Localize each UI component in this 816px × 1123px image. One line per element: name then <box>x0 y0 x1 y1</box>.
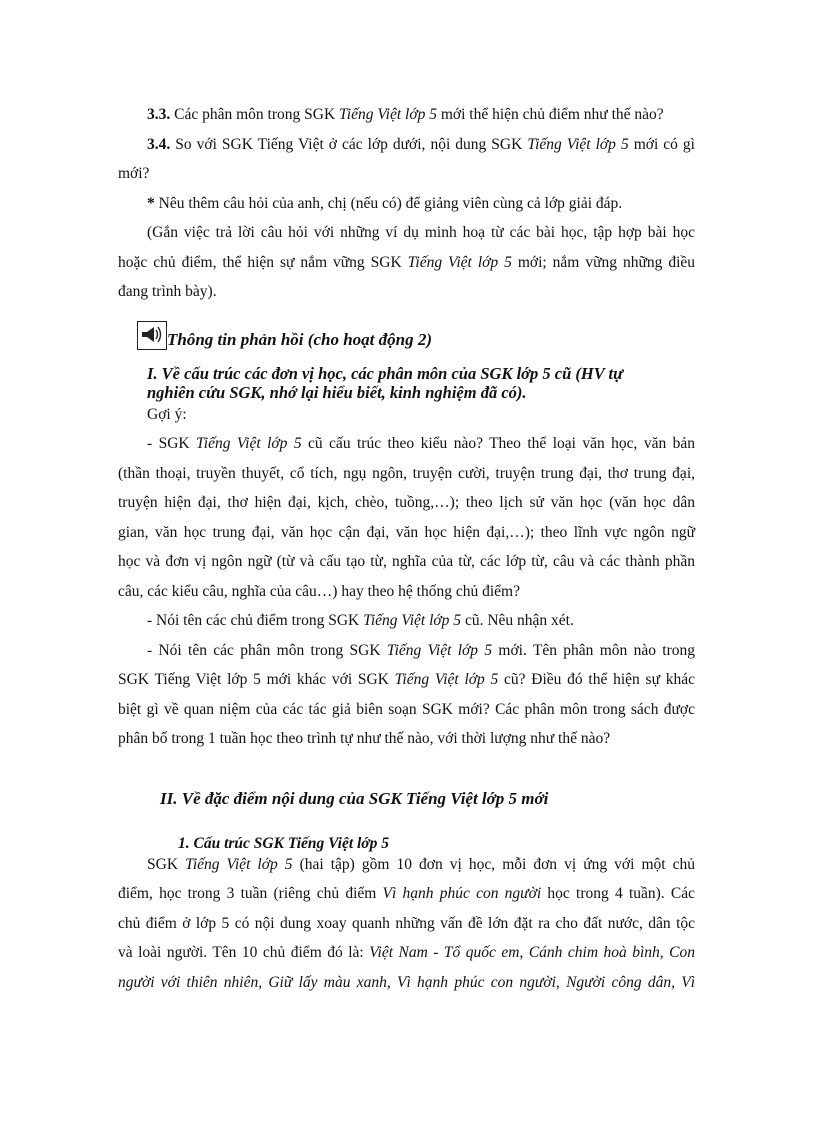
paragraph-line: câu, các kiểu câu, nghĩa của câu…) hay theo hệ thống chủ điểm? <box>118 583 520 600</box>
paragraph-line: - Nói tên các chủ điểm trong SGK Tiếng Việt lớp 5 cũ. Nêu nhận xét. <box>147 612 574 629</box>
instruction-line: (Gắn việc trả lời câu hỏi với những ví dụ minh hoạ từ các bài học, tập hợp bài học <box>147 224 695 241</box>
instruction-line: hoặc chủ điểm, thể hiện sự nắm vững SGK Tiếng Việt lớp 5 mới; nắm vững những điều <box>118 254 696 271</box>
megaphone-icon-graphic <box>138 322 165 348</box>
paragraph-line: phân bố trong 1 tuần học theo trình tự như thế nào, với thời lượng như thế nào? <box>118 730 611 747</box>
section-2-heading: II. Về đặc điểm nội dung của SGK Tiếng Việt lớp 5 mới <box>160 789 549 808</box>
paragraph-line: SGK Tiếng Việt lớp 5 mới khác với SGK Tiếng Việt lớp 5 cũ? Điều đó thể hiện sự khác <box>118 671 696 688</box>
paragraph-line: - Nói tên các phân môn trong SGK Tiếng Việt lớp 5 mới. Tên phân môn nào trong <box>147 642 695 659</box>
section-1-heading-line-2: nghiên cứu SGK, nhớ lại hiểu biết, kinh nghiệm đã có). <box>147 383 527 402</box>
question-number: 3.4. <box>147 136 171 153</box>
paragraph-line: chủ điểm ở lớp 5 có nội dung xoay quanh những vấn đề lớn đặt ra cho đất nước, dân tộc <box>118 915 695 932</box>
section-1-heading-line-1: I. Về cấu trúc các đơn vị học, các phân môn của SGK lớp 5 cũ (HV tự <box>147 364 624 383</box>
feedback-title: Thông tin phản hồi (cho hoạt động 2) <box>167 330 432 349</box>
paragraph-line: gian, văn học trung đại, văn học cận đại, văn học hiện đại,…); theo lĩnh vực ngôn ngữ <box>118 524 695 541</box>
extra-question-note: * Nêu thêm câu hỏi của anh, chị (nếu có) để giảng viên cùng cả lớp giải đáp. <box>147 195 623 212</box>
paragraph-line: - SGK Tiếng Việt lớp 5 cũ cấu trúc theo kiểu nào? Theo thể loại văn học, văn bản <box>147 435 695 452</box>
paragraph-line: SGK Tiếng Việt lớp 5 (hai tập) gồm 10 đơn vị học, mỗi đơn vị ứng với một chủ <box>147 856 695 873</box>
question-3-3: 3.3. Các phân môn trong SGK Tiếng Việt lớp 5 mới thể hiện chủ điểm như thế nào? <box>147 106 664 123</box>
question-3-4: 3.4. So với SGK Tiếng Việt ở các lớp dưới, nội dung SGK Tiếng Việt lớp 5 mới có gì <box>147 136 695 153</box>
paragraph-line: và loài người. Tên 10 chủ điểm đó là: Việt Nam - Tổ quốc em, Cánh chim hoà bình, Con <box>118 944 695 961</box>
question-3-4-cont: mới? <box>118 165 150 182</box>
paragraph-line: người với thiên nhiên, Giữ lấy màu xanh, Vì hạnh phúc con người, Người công dân, Vì <box>118 974 696 991</box>
subsection-heading: 1. Cấu trúc SGK Tiếng Việt lớp 5 <box>178 835 389 852</box>
instruction-line: đang trình bày). <box>118 283 217 300</box>
paragraph-line: điểm, học trong 3 tuần (riêng chủ điểm Vì hạnh phúc con người học trong 4 tuần). Các <box>118 885 695 902</box>
hint-label: Gợi ý: <box>147 406 187 423</box>
question-number: 3.3. <box>147 106 171 123</box>
paragraph-line: biệt gì về quan niệm của các tác giả biên soạn SGK mới? Các phân môn trong sách được <box>118 701 695 718</box>
paragraph-line: (thần thoại, truyền thuyết, cổ tích, ngụ ngôn, truyện cười, truyện trung đại, thơ trung đại, <box>118 465 695 482</box>
paragraph-line: học và đơn vị ngôn ngữ (từ và cấu tạo từ, nghĩa của từ, các lớp từ, câu và các thành phần <box>118 553 695 570</box>
megaphone-icon <box>137 321 167 350</box>
paragraph-line: truyện hiện đại, thơ hiện đại, kịch, chèo, tuồng,…); theo lịch sử văn học (văn học dân <box>118 494 695 511</box>
